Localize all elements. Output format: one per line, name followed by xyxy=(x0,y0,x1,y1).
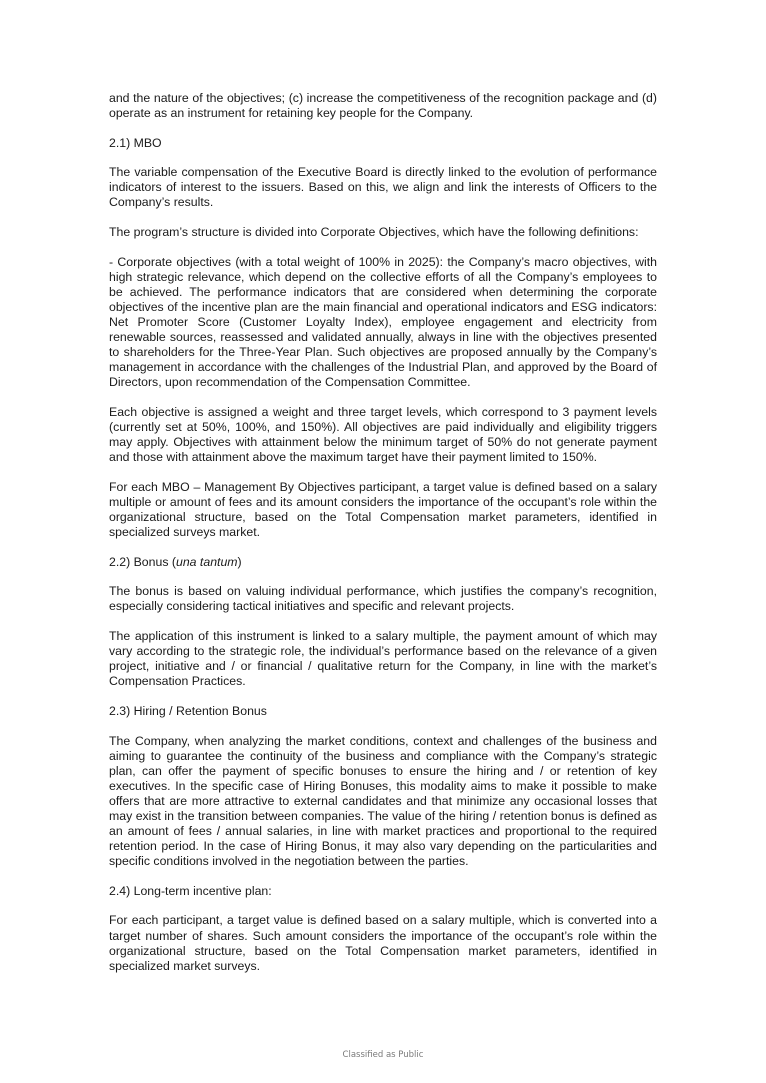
mbo-paragraph-1: The variable compensation of the Executive Board is directly linked to the evolution of performance indicators of interest to the issuers. Based on this, we align and link the interests of Officers to the Company’s results. xyxy=(109,165,657,210)
hiring-retention-heading: 2.3) Hiring / Retention Bonus xyxy=(109,703,267,718)
long-term-incentive-heading: 2.4) Long-term incentive plan: xyxy=(109,883,272,898)
bonus-paragraph-2: The application of this instrument is linked to a salary multiple, the payment amount of which may vary according to the strategic role, the individual’s performance based on the relevance of a given project, initiative and / or financial / qualitative return for the Company, in line with the market’s Compensation Practices. xyxy=(109,629,657,689)
bonus-heading-italic: una tantum xyxy=(176,554,238,569)
mbo-paragraph-2: The program’s structure is divided into Corporate Objectives, which have the following definitions: xyxy=(109,225,639,240)
long-term-incentive-paragraph: For each participant, a target value is defined based on a salary multiple, which is converted into a target number of shares. Such amount considers the importance of the occupant’s role within the organizational structure, based on the Total Compensation market parameters, identified in specialized market surveys. xyxy=(109,913,657,973)
document-body xyxy=(109,91,657,988)
mbo-paragraph-4: Each objective is assigned a weight and three target levels, which correspond to 3 payment levels (currently set at 50%, 100%, and 150%). All objectives are paid individually and eligibility triggers may apply. Objectives with attainment below the minimum target of 50% do not generate payment and those with attainment above the maximum target have their payment limited to 150%. xyxy=(109,405,657,465)
classification-footer: Classified as Public xyxy=(342,1050,424,1060)
bonus-heading-prefix: 2.2) Bonus ( xyxy=(109,554,176,569)
mbo-heading: 2.1) MBO xyxy=(109,135,162,150)
hiring-retention-paragraph: The Company, when analyzing the market conditions, context and challenges of the business and aiming to guarantee the continuity of the business and compliance with the Company’s strategic plan, can offer the payment of specific bonuses to ensure the hiring and / or retention of key executives. In the specific case of Hiring Bonuses, this modality aims to make it possible to make offers that are more attractive to external candidates and that minimize any occasional losses that may exist in the transition between companies. The value of the hiring / retention bonus is defined as an amount of fees / annual salaries, in line with market practices and proportional to the required retention period. In the case of Hiring Bonus, it may also vary depending on the particularities and specific conditions involved in the negotiation between the parties. xyxy=(109,733,657,869)
bonus-heading-suffix: ) xyxy=(237,554,242,569)
mbo-paragraph-5: For each MBO – Management By Objectives participant, a target value is defined based on a salary multiple or amount of fees and its amount considers the importance of the occupant’s role within the organizational structure, based on the Total Compensation market parameters, identified in specialized surveys market. xyxy=(109,479,657,540)
intro-continuation-paragraph: and the nature of the objectives; (c) increase the competitiveness of the recognition package and (d) operate as an instrument for retaining key people for the Company. xyxy=(109,91,657,121)
mbo-paragraph-3: - Corporate objectives (with a total weight of 100% in 2025): the Company’s macro objectives, with high strategic relevance, which depend on the collective efforts of all the Company’s employees to be achieved. The performance indicators that are considered when determining the corporate objectives of the incentive plan are the main financial and operational indicators and ESG indicators: Net Promoter Score (Customer Loyalty Index), employee engagement and electricity from renewable sources, reassessed and validated annually, always in line with the objectives presented to shareholders for the Three-Year Plan. Such objectives are proposed annually by the Company’s management in accordance with the challenges of the Industrial Plan, and approved by the Board of Directors, upon recommendation of the Compensation Committee. xyxy=(109,254,657,390)
bonus-paragraph-1: The bonus is based on valuing individual performance, which justifies the company’s recognition, especially considering tactical initiatives and specific and relevant projects. xyxy=(109,584,657,614)
bonus-heading xyxy=(109,555,657,570)
